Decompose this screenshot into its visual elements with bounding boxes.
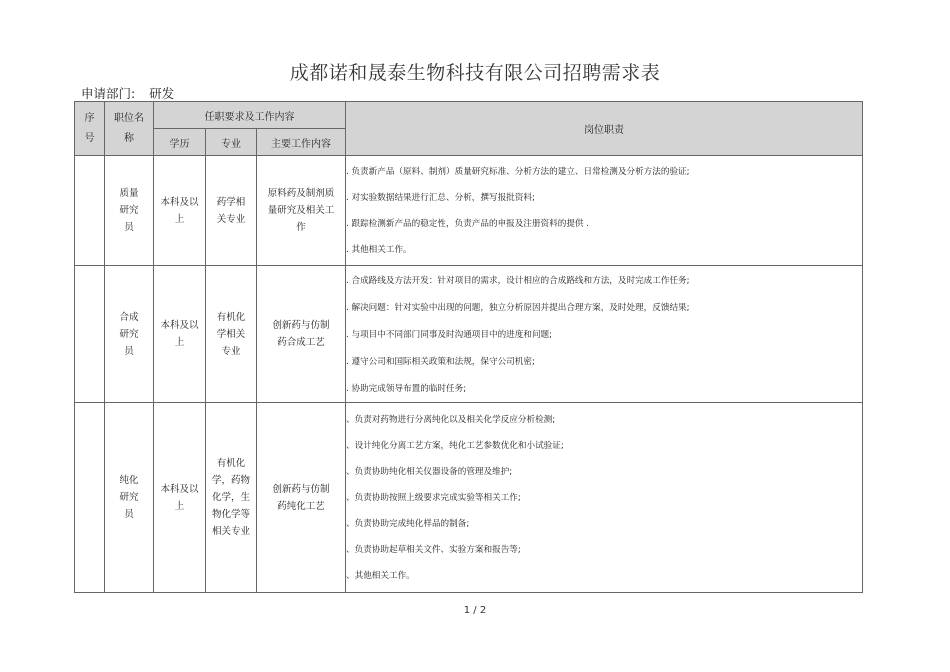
document-title: 成都诺和晟泰生物科技有限公司招聘需求表 bbox=[289, 62, 661, 84]
header-work: 主要工作内容 bbox=[257, 129, 346, 156]
recruitment-table bbox=[74, 101, 863, 593]
duty-item: . 合成路线及方法开发：针对项目的需求，设计相应的合成路线和方法，及时完成工作任务; bbox=[346, 275, 690, 286]
page-number: 1 / 2 bbox=[463, 605, 487, 616]
duty-item: . 其他相关工作。 bbox=[346, 245, 412, 255]
duty-item: 、其他相关工作。 bbox=[346, 571, 415, 581]
row-major: 有机化学，药物化学，生物化学等相关专业 bbox=[206, 403, 257, 593]
header-major: 专业 bbox=[206, 129, 257, 156]
header-position: 职位名称 bbox=[105, 102, 154, 156]
row-major: 药学相关专业 bbox=[206, 156, 257, 266]
duty-item: 、负责对药物进行分离纯化以及相关化学反应分析检测; bbox=[346, 415, 556, 425]
row-work: 创新药与仿制药合成工艺 bbox=[257, 266, 346, 403]
duty-item: . 跟踪检测新产品的稳定性，负责产品的申报及注册资料的提供 . bbox=[346, 219, 589, 229]
duty-item: 、负责协助完成纯化样品的制备; bbox=[346, 519, 470, 529]
row-education: 本科及以上 bbox=[154, 403, 206, 593]
header-seq: 序号 bbox=[75, 102, 105, 156]
row-major: 有机化学相关专业 bbox=[206, 266, 257, 403]
row-duties bbox=[346, 403, 863, 593]
header-duties: 岗位职责 bbox=[346, 102, 863, 156]
duty-item: . 协助完成领导布置的临时任务; bbox=[346, 383, 467, 394]
duty-item: . 负责新产品（原料、制剂）质量研究标准、分析方法的建立、日常检测及分析方法的验证; bbox=[346, 167, 690, 177]
row-position: 质量研究员 bbox=[105, 156, 154, 266]
duty-item: . 与项目中不同部门同事及时沟通项目中的进度和问题; bbox=[346, 329, 553, 340]
header-education: 学历 bbox=[154, 129, 206, 156]
duty-item: 、设计纯化分离工艺方案，纯化工艺参数优化和小试验证; bbox=[346, 441, 564, 451]
duty-item: . 遵守公司和国际相关政策和法规，保守公司机密; bbox=[346, 356, 535, 367]
header-requirements: 任职要求及工作内容 bbox=[154, 102, 346, 129]
duty-item: 、负责协助按照上级要求完成实验等相关工作; bbox=[346, 493, 521, 503]
department-value: 研发 bbox=[143, 84, 184, 103]
duty-item: 、负责协助纯化相关仪器设备的管理及维护; bbox=[346, 467, 513, 477]
row-duties bbox=[346, 156, 863, 266]
table-row bbox=[75, 266, 863, 403]
row-duties bbox=[346, 266, 863, 403]
duty-item: 、负责协助起草相关文件、实验方案和报告等; bbox=[346, 545, 521, 555]
row-seq bbox=[75, 403, 105, 593]
table-row bbox=[75, 403, 863, 593]
duty-item: . 解决问题：针对实验中出现的问题，独立分析原因并提出合理方案，及时处理，反馈结果; bbox=[346, 302, 690, 313]
row-seq bbox=[75, 156, 105, 266]
row-education: 本科及以上 bbox=[154, 156, 206, 266]
row-education: 本科及以上 bbox=[154, 266, 206, 403]
duty-item: . 对实验数据结果进行汇总、分析，撰写报批资料; bbox=[346, 193, 535, 203]
table-row bbox=[75, 156, 863, 266]
row-work: 创新药与仿制药纯化工艺 bbox=[257, 403, 346, 593]
row-position: 纯化研究员 bbox=[105, 403, 154, 593]
row-work: 原料药及制剂质量研究及相关工作 bbox=[257, 156, 346, 266]
department-label: 申请部门: bbox=[81, 86, 136, 101]
row-seq bbox=[75, 266, 105, 403]
row-position: 合成研究员 bbox=[105, 266, 154, 403]
